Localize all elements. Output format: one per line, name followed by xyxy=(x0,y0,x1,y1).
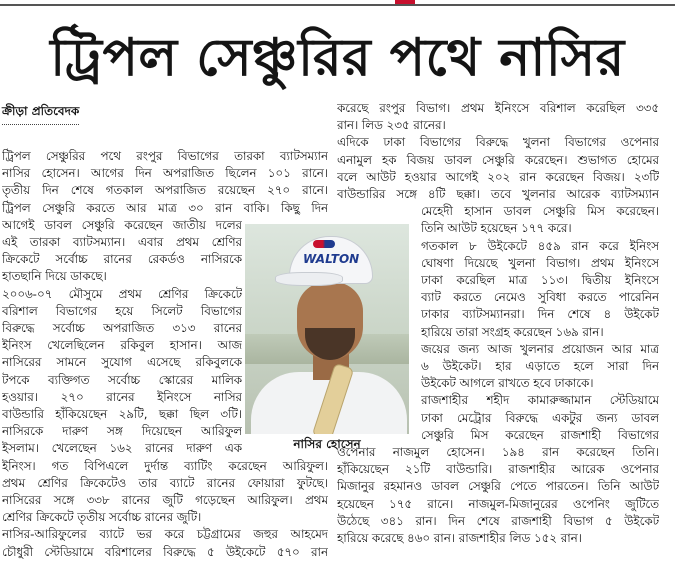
text-line: সেঞ্চুরি মিস করেছেন রাজশাহী বিভাগের xyxy=(421,427,659,442)
text-line: উঠেছে ৩৪১ রান। দিন শেষে রাজশাহী বিভাগ ৫ উইকেট xyxy=(337,513,659,528)
photo-caption: নাসির হোসেন xyxy=(293,437,361,451)
text-line: তিনি আউট হয়েছেন ১৭৭ করে। xyxy=(421,221,572,236)
top-divider xyxy=(0,4,675,6)
text-line: হয়েছেন ১৭৫ রানে। নাজমুল-মিজানুরের ওপেনিং জুটিতে xyxy=(337,496,659,511)
text-line: শ্রেণির ক্রিকেটে তৃতীয় সর্বোচ্চ রানের জুটি। xyxy=(2,510,202,525)
page-top-rule xyxy=(0,0,675,6)
text-line: ঢাকার ব্যাটসম্যানরা। দিন শেষে ৪ উইকেট xyxy=(421,307,659,322)
text-line: হারিয়ে তারা সংগ্রহ করেছেন ১৬৯ রান। xyxy=(421,324,604,339)
byline: ক্রীড়া প্রতিবেদক xyxy=(2,103,79,125)
text-line: হাঁকিয়েছেন ২১টি বাউন্ডারি। রাজশাহীর আরেক ওপেনার xyxy=(337,462,659,477)
text-line: উইকেট আগলে রাখতে হবে ঢাকাকে। xyxy=(421,376,594,391)
text-line: বাউন্ডারি হাঁকিয়েছেন ২৯টি, ছক্কা ছিল ৩টি। xyxy=(2,407,242,422)
text-line: ২০০৬-০৭ মৌসুমে প্রথম শ্রেণির ক্রিকেটে xyxy=(2,286,242,301)
text-line: এনামুল হক বিজয় ডাবল সেঞ্চুরি করেছেন। শুভাগত হোমের xyxy=(337,152,659,167)
text-line: বলে আউট হওয়ার আগেই ২০২ রান করেছেন বিজয়। ২৩টি xyxy=(337,169,659,184)
text-line: প্রথম শ্রেণির ক্রিকেটেও তার ব্যাটে রানের ফোয়ারা ফুটছে। xyxy=(2,475,328,490)
text-line: হাতছানি দিয়ে ডাকছে। xyxy=(2,269,107,284)
text-line: জয়ের জন্য আজ খুলনার প্রয়োজন আর মাত্র xyxy=(421,341,659,356)
text-line: এদিকে ঢাকা বিভাগের বিরুদ্ধে খুলনা বিভাগের ওপেনার xyxy=(337,135,659,150)
text-line: ওপেনার নাজমুল হোসেন। ১৯৪ রান করেছেন তিনি। xyxy=(337,445,659,460)
text-line: এই তারকা ব্যাটসম্যান। এবার প্রথম শ্রেণির xyxy=(2,235,242,250)
text-line: ব্যাট করতে নেমেও সুবিধা করতে পারেনিন xyxy=(421,290,659,305)
cap-logo-mark xyxy=(313,240,335,248)
top-accent-mark xyxy=(395,0,415,4)
text-line: করেছে রংপুর বিভাগ। প্রথম ইনিংসে বরিশাল করেছিল ৩৩৫ xyxy=(337,101,659,115)
text-line: ঢাকা করেছিল মাত্র ১১৩। দ্বিতীয় ইনিংসে xyxy=(421,273,659,288)
text-line: ঢাকা মেট্রোর বিরুদ্ধে একটুর জন্য ডাবল xyxy=(421,410,659,425)
text-line: নাসিরকে দারুণ সঙ্গ দিয়েছেন আরিফুল xyxy=(2,424,242,439)
text-line: ট্রিপল সেঞ্চুরির পথে রংপুর বিভাগের তারকা ব্যাটসম্যান xyxy=(2,149,328,163)
photo-cap-brim xyxy=(275,272,343,286)
text-line: ক্রিকেটে সর্বোচ্চ রানের রেকর্ডও নাসিরকে xyxy=(2,252,242,267)
text-line: গতকাল ৮ উইকেটে ৪৫৯ রান করে ইনিংস xyxy=(421,238,659,253)
text-line: রান। লিড ২৩৫ রানের। xyxy=(337,118,446,133)
text-line: ঘোষণা দিয়েছে খুলনা বিভাগ। প্রথম ইনিংসে xyxy=(421,255,659,270)
text-line: নাসিরের সঙ্গে ৩৩৮ রানের জুটি গড়েছেন আরিফুল। প্রথম xyxy=(2,493,328,508)
text-line: ইনিংস। গত বিপিএলে দুর্দান্ত ব্যাটিং করেছেন আরিফুল। xyxy=(2,458,328,473)
text-line: টপকে ব্যক্তিগত সর্বোচ্চ স্কোরের মালিক xyxy=(2,372,242,387)
text-line: ট্রিপল সেঞ্চুরি করতে আর মাত্র ৩০ রান বাকি। কিছু দিন xyxy=(2,200,328,215)
text-line: ইসলাম। খেলেছেন ১৬২ রানের দারুণ এক xyxy=(2,441,242,456)
text-line: মিজানুর রহমানও ডাবল সেঞ্চুরি পেতে পারতেন। তিনি আউট xyxy=(337,479,659,494)
text-line: আগেই ডাবল সেঞ্চুরি করেছেন জাতীয় দলের xyxy=(2,217,242,232)
text-line: রাজশাহীর শহীদ কামারুজ্জামান স্টেডিয়ামে xyxy=(421,393,659,408)
player-photo xyxy=(245,224,409,434)
text-line: বাউন্ডারির সঙ্গে ৪টি ছক্কা। তবে খুলনার আরেক ব্যাটসম্যান xyxy=(337,187,659,202)
text-line: তৃতীয় দিন শেষে গতকাল অপরাজিত রয়েছেন ২৭০ রানে। xyxy=(2,183,328,198)
text-line: ইনিংস খেলেছিলেন রকিবুল হাসান। আজ xyxy=(2,338,242,353)
text-line: হারিয়ে করেছে ৪৬০ রান। রাজশাহীর লিড ১৫২ রান। xyxy=(337,531,582,546)
text-line: নাসিরের সামনে সুযোগ এসেছে রকিবুলকে xyxy=(2,355,242,370)
cap-sponsor-text: WALTON xyxy=(303,252,360,266)
text-line: মেহেদী হাসান ডাবল সেঞ্চুরি মিস করেছেন। xyxy=(421,204,659,219)
text-line: নাসির-আরিফুলের ব্যাটে ভর করে চট্টগ্রামের জহুর আহমেদ xyxy=(2,527,328,542)
text-line: নাসির হোসেন। আগের দিন অপরাজিত ছিলেন ১০১ রানে। xyxy=(2,166,328,181)
text-line: চৌধুরী স্টেডিয়ামে বরিশালের বিরুদ্ধে ৫ উইকেটে ৫৭০ রান xyxy=(2,544,328,559)
text-line: বিরুদ্ধে সর্বোচ্চ অপরাজিত ৩১৩ রানের xyxy=(2,321,242,336)
text-line: হওয়ার। ২৭০ রানের ইনিংসে নাসির xyxy=(2,389,242,404)
headline: ট্রিপল সেঞ্চুরির পথে নাসির xyxy=(50,28,625,88)
text-line: ৬ উইকেট। হার এড়াতে হলে সারা দিন xyxy=(421,359,659,374)
text-line: বরিশাল বিভাগের হয়ে সিলেট বিভাগের xyxy=(2,303,242,318)
